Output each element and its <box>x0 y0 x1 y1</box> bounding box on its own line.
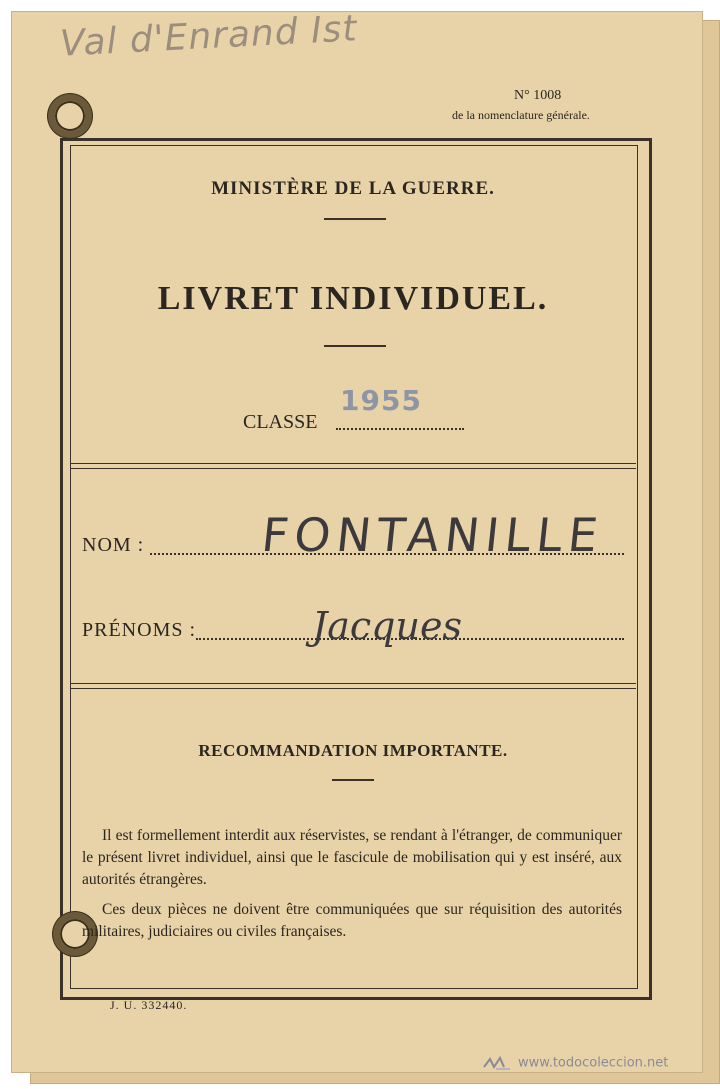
recommendation-paragraph-2: Ces deux pièces ne doivent être communiquées que sur réquisition des autorités militaires, judiciaires ou civiles françaises. <box>82 901 622 940</box>
classe-label: CLASSE <box>243 411 318 433</box>
nomenclature-caption: de la nomenclature générale. <box>452 108 590 122</box>
recommendation-paragraph-1: Il est formellement interdit aux réservistes, se rendant à l'étranger, de communiquer le présent livret individuel, ainsi que le fascicule de mobilisation qui y est inséré, aux autorités étrangères. <box>82 827 622 888</box>
eyelet-icon <box>48 94 92 138</box>
watermark <box>482 1055 668 1071</box>
nom-value: FONTANILLE <box>259 508 607 562</box>
document-number: N° 1008 <box>514 88 562 103</box>
watermark-logo-icon <box>482 1055 512 1071</box>
ministry-title: MINISTÈRE DE LA GUERRE. <box>211 178 495 199</box>
divider <box>324 345 386 347</box>
handwritten-note: Val d'Enrand Ist <box>59 8 359 65</box>
divider <box>324 218 386 220</box>
section-divider <box>70 463 636 469</box>
nom-label: NOM : <box>82 534 145 556</box>
recommendation-heading: RECOMMANDATION IMPORTANTE. <box>198 741 508 760</box>
section-divider <box>70 683 636 689</box>
classe-stamp: 1955 <box>340 384 422 417</box>
page-title: LIVRET INDIVIDUEL. <box>157 280 549 317</box>
prenoms-label: PRÉNOMS : <box>82 619 197 641</box>
watermark-text: www.todocoleccion.net <box>518 1055 669 1071</box>
divider <box>332 779 374 781</box>
prenoms-value: Jacques <box>312 604 462 648</box>
classe-dotted-line <box>336 428 464 430</box>
printer-code: J. U. 332440. <box>110 998 188 1012</box>
